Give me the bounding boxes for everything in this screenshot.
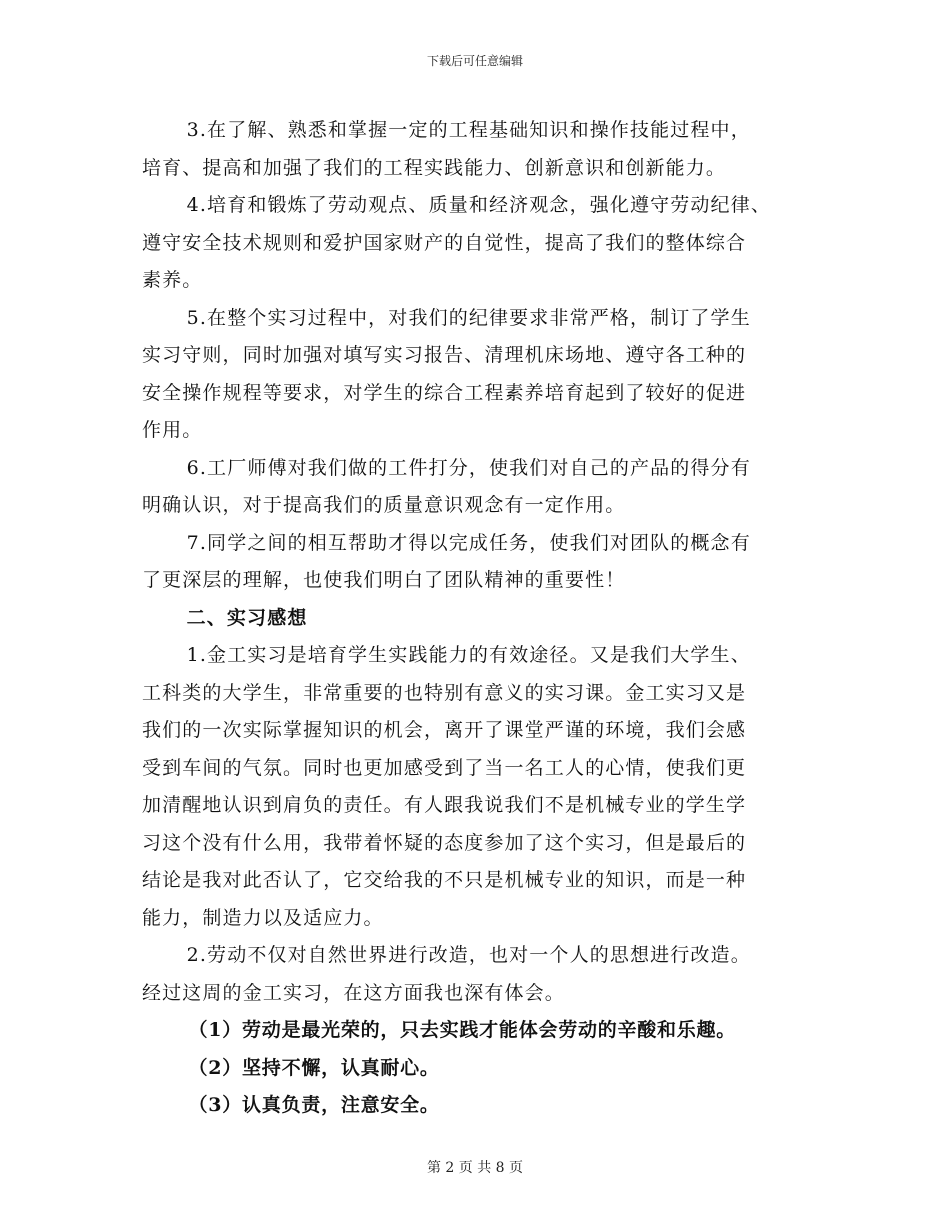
text-line: 加清醒地认识到肩负的责任。有人跟我说我们不是机械专业的学生学 (142, 794, 747, 816)
text-line: 遵守安全技术规则和爱护国家财产的自觉性，提高了我们的整体综合 (142, 231, 747, 254)
paragraph-7 (142, 525, 812, 600)
text-line: 培育、提高和加强了我们的工程实践能力、创新意识和创新能力。 (142, 156, 727, 179)
text-line: 结论是我对此否认了，它交给我的不只是机械专业的知识，而是一种 (142, 869, 747, 891)
paragraph-6 (142, 450, 812, 525)
text-line: 素养。 (142, 269, 203, 291)
text-line: 实习守则，同时加强对填写实习报告、清理机床场地、遵守各工种的 (142, 344, 747, 366)
point-3: （3）认真负责，注意安全。 (188, 1094, 440, 1116)
paragraph-3 (142, 112, 812, 187)
paragraph-s1 (142, 637, 812, 937)
text-line: 4.培育和锻炼了劳动观点、质量和经济观念，强化遵守劳动纪律、 (186, 194, 771, 216)
text-line: 习这个没有什么用，我带着怀疑的态度参加了这个实习，但是最后的 (142, 831, 747, 854)
text-line: 受到车间的气氛。同时也更加感受到了当一名工人的心情，使我们更 (142, 756, 747, 779)
paragraph-4 (142, 187, 812, 300)
point-1: （1）劳动是最光荣的，只去实践才能体会劳动的辛酸和乐趣。 (188, 1019, 737, 1041)
page-header-note: 下载后可任意编辑 (426, 54, 523, 68)
text-line: 明确认识，对于提高我们的质量意识观念有一定作用。 (142, 494, 626, 516)
text-line: 2.劳动不仅对自然世界进行改造，也对一个人的思想进行改造。 (186, 944, 751, 966)
text-line: 了更深层的理解，也使我们明白了团队精神的重要性！ (142, 569, 626, 591)
section-heading: 二、实习感想 (186, 606, 308, 629)
text-line: 5.在整个实习过程中，对我们的纪律要求非常严格，制订了学生 (186, 306, 751, 329)
text-line: 7.同学之间的相互帮助才得以完成任务，使我们对团队的概念有 (186, 531, 751, 554)
paragraph-s2 (142, 937, 812, 1012)
text-line: 6.工厂师傅对我们做的工件打分，使我们对自己的产品的得分有 (186, 456, 751, 479)
text-line: 工科类的大学生，非常重要的也特别有意义的实习课。金工实习又是 (142, 681, 747, 704)
text-line: 作用。 (142, 419, 203, 441)
point-2: （2）坚持不懈，认真耐心。 (188, 1056, 440, 1079)
text-line: 我们的一次实际掌握知识的机会，离开了课堂严谨的环境，我们会感 (142, 719, 747, 741)
text-line: 1.金工实习是培育学生实践能力的有效途径。又是我们大学生、 (186, 644, 751, 666)
paragraph-5 (142, 300, 812, 450)
page-number: 第 2 页 共 8 页 (426, 1160, 524, 1176)
text-line: 能力，制造力以及适应力。 (142, 906, 384, 929)
text-line: 3.在了解、熟悉和掌握一定的工程基础知识和操作技能过程中， (186, 119, 751, 141)
text-line: 经过这周的金工实习，在这方面我也深有体会。 (142, 981, 565, 1004)
text-line: 安全操作规程等要求，对学生的综合工程素养培育起到了较好的促进 (142, 381, 747, 404)
document-body (142, 112, 812, 1125)
